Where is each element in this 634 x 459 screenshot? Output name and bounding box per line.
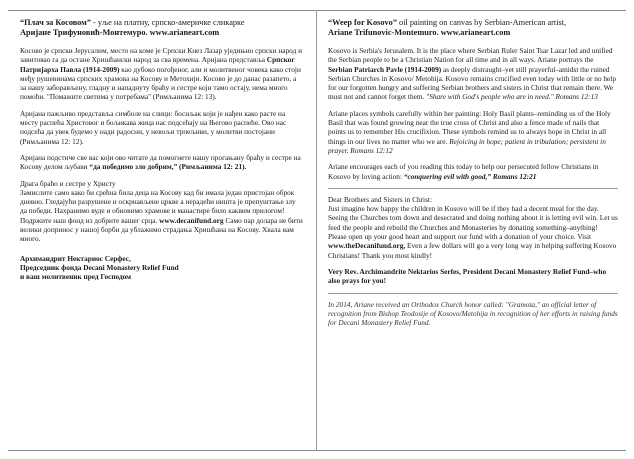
english-gramota-note: In 2014, Ariane received an Orthodox Church honor called: "Gramota," an official letter of recognition from Bishop Teodosije of Kosovo/Metohija in recognition of her efforts in raising funds for Decani Monastery Relief Fund. xyxy=(328,299,618,328)
english-p4-link[interactable]: www.theDecanifund.org, xyxy=(328,241,406,251)
english-p3-quote: “conquering evil with good,” Romans 12:21 xyxy=(403,171,537,181)
english-p3-text: Ariane encourages each of you reading this today to help our persecuted fellow Christians in Kosovo by loving action: xyxy=(328,162,599,181)
serbian-p4-link[interactable]: www.decanifund.org xyxy=(159,215,224,225)
english-p1-text-a: Kosovo is Serbia's Jerusalem. It is the place where Serbian Ruler Saint Tsar Lazar led and unified the Serbian people to be a Christian Nation for all time and in all ways. Ariane portrays the xyxy=(328,46,613,65)
english-separator xyxy=(328,188,618,189)
serbian-p1-text-b: као дубоко погођеног, али и молитвеног човека како стоји међу рушевинама српских храмова на Косову и Метохији. Косово је до данас разапето, а за нашу заборављену, гладну и нападнуту браћу и сестре који тамо остају, нема много помоћи. "Помажите светима у потребама" (Римљанима 12: 13). xyxy=(20,64,301,102)
serbian-sig-name: Архимандрит Нектариос Серфес, xyxy=(20,253,131,263)
english-signature: Very Rev. Archimandrite Nektarios Serfes, President Decani Monastery Relief Fund–who also prays for you! xyxy=(328,266,607,286)
serbian-sig-closing: и ваш молитвеник пред Господом xyxy=(20,272,132,282)
english-paragraph-2 xyxy=(328,109,618,155)
english-paragraph-4 xyxy=(328,195,618,260)
serbian-p1-text-a: Косово је српски Јерусалим, место на коме је Српски Кнез Лазар уједињио српски народ и завитовао га да остане Хришћански народ за сва времена. Аријана представља xyxy=(20,46,303,65)
english-title-rest: oil painting on canvas by Serbian-American artist, xyxy=(396,18,567,27)
serbian-p3-quote: “да победимо зло добрим,” (Римљанима 12: 21). xyxy=(89,162,247,172)
serbian-paragraph-4 xyxy=(20,179,303,244)
column-divider xyxy=(316,10,317,451)
english-p2-scripture: Rejoicing in hope; patient in tribulation; persistent in prayer. Romans 12:12 xyxy=(328,136,606,155)
serbian-signature xyxy=(20,254,303,282)
english-title-quote: “Weep for Kosovo” xyxy=(328,18,397,27)
english-p4-text-b: Even a few dollars will go a very long way in helping suffering Kosovo Christians! Thank you most kindly! xyxy=(328,241,617,260)
serbian-paragraph-1 xyxy=(20,46,303,102)
serbian-sig-title: Председник фонда Decani Monastery Relief Fund xyxy=(20,262,179,272)
serbian-title-artist: Аријане Трифуновић-Монтемуро. www.arianeart.com xyxy=(20,28,220,37)
serbian-paragraph-3 xyxy=(20,153,303,172)
english-column xyxy=(328,18,618,334)
english-title-artist: Ariane Trifunovic-Montemuro. www.arianeart.com xyxy=(328,28,511,37)
english-p2-text: Ariane places symbols carefully within her painting: Holy Basil plants–reminding us of the Holy Basil that was found growing near the true cross of Christ and also a fence made of nails that points us to remember His crucifixion. These symbols remind us to always hope in Christ in all things in our lives no matter who we are. xyxy=(328,108,611,146)
english-paragraph-1 xyxy=(328,46,618,102)
serbian-title-quote: “Плач за Косовом” xyxy=(20,18,91,27)
serbian-p3-text: Аријана подстиче све вас који ово читате да помогнете нашу прогањану браћу и сестре на Косову делом љубави xyxy=(20,152,301,172)
english-p4-text-a: Just imagine how happy the children in Kosovo will be if they had a decent meal for the day. Seeing the Churches torn down and desecrated and doing nothing about it is letting evil win. Let us feed the people and rebuild the Churches and Monasteries by donating something–anything! Please open up your good heart and support our fund with a donation of your choice. Visit xyxy=(328,204,618,242)
english-paragraph-3 xyxy=(328,162,618,181)
english-p1-patriarch: Serbian Patriarch Pavle (1914-2009) xyxy=(328,64,442,74)
serbian-column xyxy=(20,18,303,289)
serbian-p1-patriarch: Српског Патријарха Павла (1914-2009) xyxy=(20,55,295,74)
english-p4-greeting: Dear Brothers and Sisters in Christ: xyxy=(328,194,432,204)
serbian-title xyxy=(20,18,303,38)
serbian-paragraph-2: Аријана пажљиво представља симболе на слици: босиљак који је нађен како расте на месту распећа Христовог и бољикава жица нас подсећају на Његово распеће. Ово нас подсећа да увек будемо у нади радосни, у невољи трпељиви, у молитви постојани (Римљанима 12: 12). xyxy=(20,108,287,146)
serbian-title-rest: - уље на платну, српско-америчке сликарке xyxy=(90,18,245,27)
english-p1-text-b: as deeply distraught–yet still prayerful–amidst the ruined Serbian Churches in Kosovo/ Metohija. Kosovo remains crucified even today with little or no help for our forgotten hungry and suffering Serbian brothers and sisters in Christ that remain there. We must not and cannot forget them. xyxy=(328,64,616,102)
serbian-p4-text-b: Само пар долара не бити велики допринос у нашој борби да ублажимо страдања Хришћана на Косову. Хвала вам много. xyxy=(20,215,303,244)
english-p1-scripture: "Share with God's people who are in need." Romans 12:13 xyxy=(426,92,598,102)
serbian-p4-greeting: Драга браћо и сестре у Христу xyxy=(20,178,116,188)
serbian-p4-text-a: Замислите само како би срећна била деца на Косову кад би имала један пристојан оброк дневно. Гледајући разрушене и оскрнављене цркве а нерадећи ништа је препуштање злу да победи. Нахранимо вуде и обновимо храмове и манастире било каквим прилогом! Подржите наш фонд из добрите вашег срца. xyxy=(20,187,296,225)
english-title xyxy=(328,18,618,38)
english-separator-2 xyxy=(328,293,618,294)
